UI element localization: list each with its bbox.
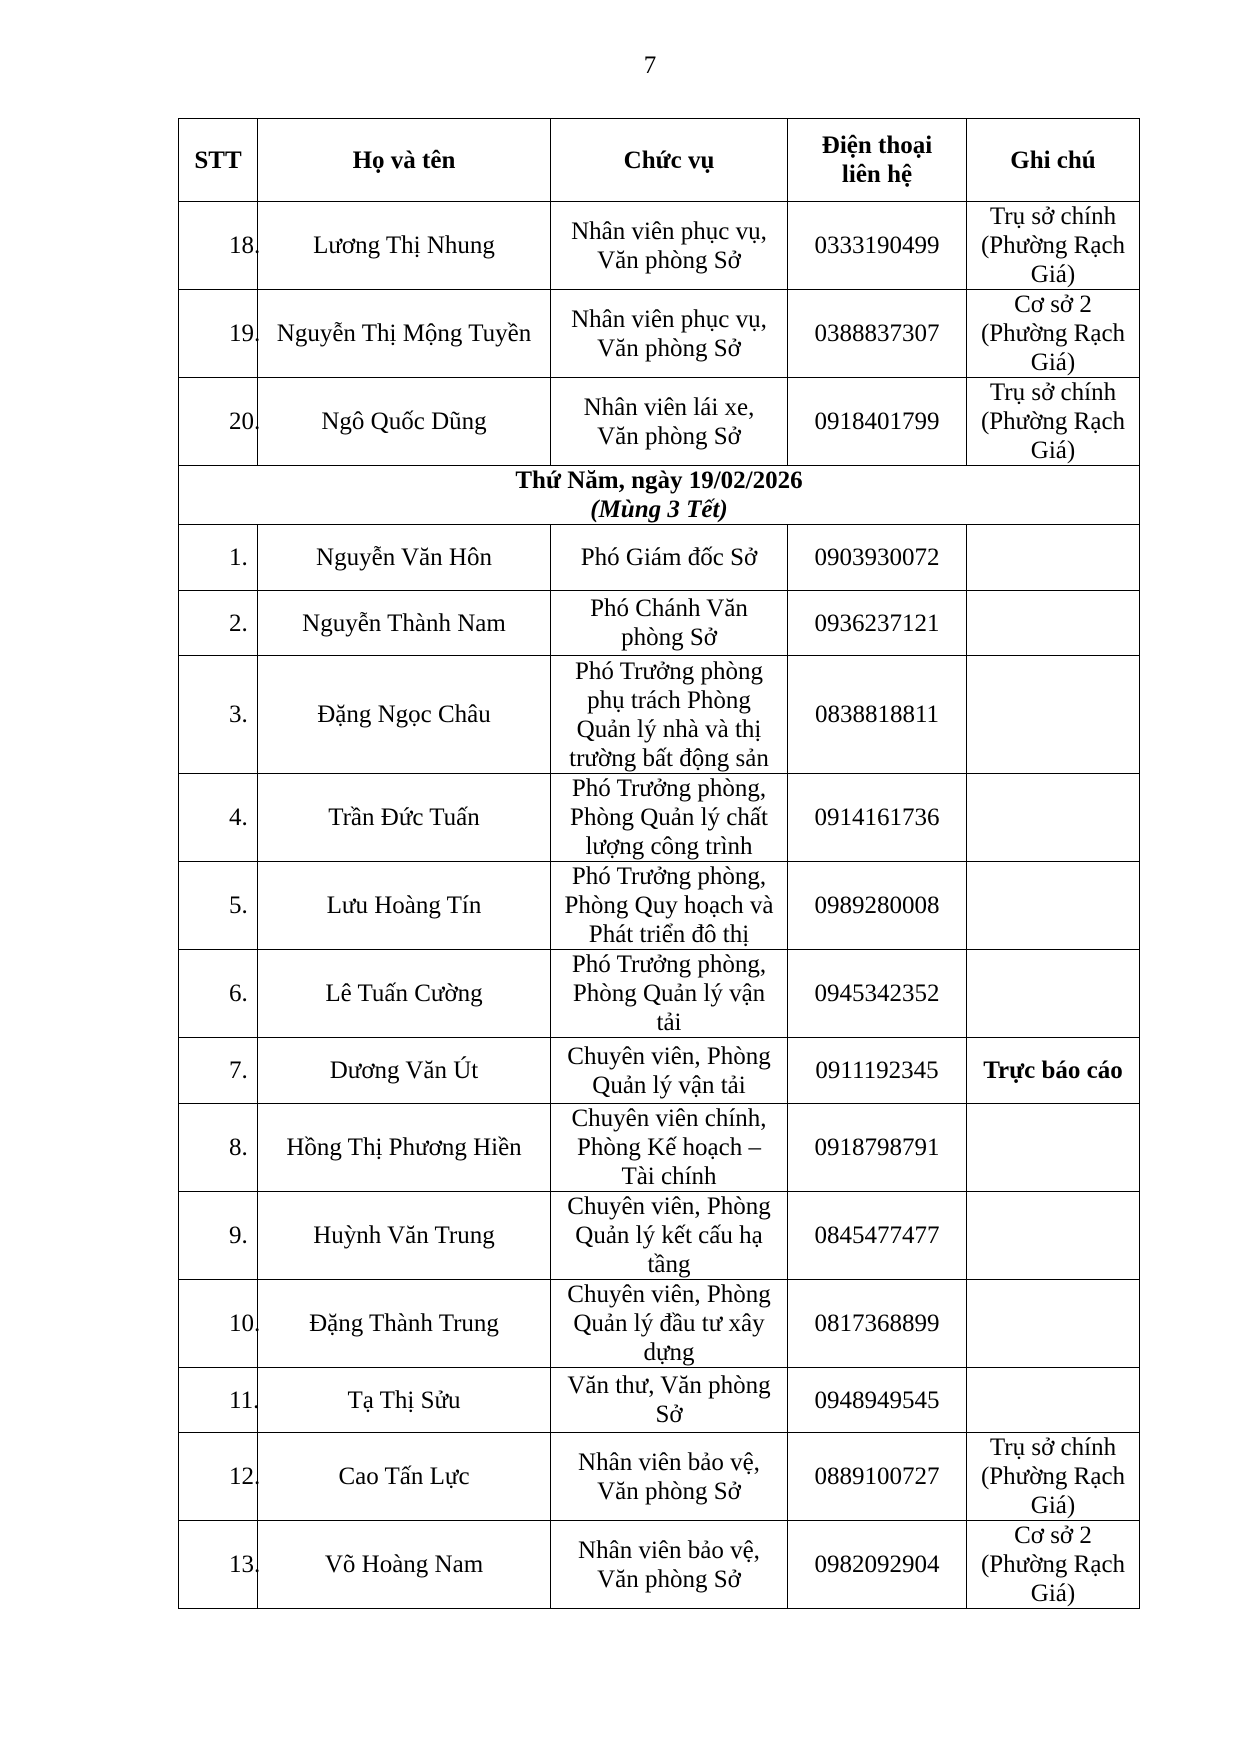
cell-position: Phó Chánh Văn phòng Sở [551,591,788,656]
cell-note [967,1104,1140,1192]
cell-phone: 0918798791 [788,1104,967,1192]
cell-position: Nhân viên lái xe, Văn phòng Sở [551,378,788,466]
section-title: Thứ Năm, ngày 19/02/2026 [515,467,803,494]
cell-position: Chuyên viên, Phòng Quản lý kết cấu hạ tầng [551,1192,788,1280]
cell-note [967,1192,1140,1280]
cell-name: Ngô Quốc Dũng [258,378,551,466]
cell-phone: 0918401799 [788,378,967,466]
table-row [179,1433,1140,1521]
cell-name: Dương Văn Út [258,1038,551,1104]
header-name: Họ và tên [258,119,551,202]
cell-name: Cao Tấn Lực [258,1433,551,1521]
cell-name: Tạ Thị Sửu [258,1368,551,1433]
cell-stt: 10. [179,1280,258,1368]
table-row [179,862,1140,950]
cell-stt: 5. [179,862,258,950]
page-number: 7 [643,52,657,79]
cell-name: Hồng Thị Phương Hiền [258,1104,551,1192]
cell-stt: 1. [179,525,258,591]
cell-position: Phó Trưởng phòng, Phòng Quản lý vận tải [551,950,788,1038]
section-cell [179,466,1140,525]
cell-position: Văn thư, Văn phòng Sở [551,1368,788,1433]
cell-position: Nhân viên phục vụ, Văn phòng Sở [551,290,788,378]
cell-note: Trụ sở chính (Phường Rạch Giá) [967,378,1140,466]
table-row [179,1104,1140,1192]
cell-name: Trần Đức Tuấn [258,774,551,862]
table-row [179,950,1140,1038]
table-row [179,1280,1140,1368]
cell-stt: 7. [179,1038,258,1104]
table-row [179,656,1140,774]
cell-position: Phó Trưởng phòng, Phòng Quy hoạch và Phát triển đô thị [551,862,788,950]
cell-phone: 0333190499 [788,202,967,290]
cell-stt: 18. [179,202,258,290]
cell-note [967,1368,1140,1433]
cell-position: Phó Giám đốc Sở [551,525,788,591]
cell-phone: 0911192345 [788,1038,967,1104]
cell-note [967,774,1140,862]
cell-phone: 0388837307 [788,290,967,378]
cell-name: Nguyễn Văn Hôn [258,525,551,591]
cell-position: Nhân viên bảo vệ, Văn phòng Sở [551,1521,788,1609]
cell-stt: 6. [179,950,258,1038]
cell-phone: 0948949545 [788,1368,967,1433]
cell-stt: 8. [179,1104,258,1192]
cell-note [967,656,1140,774]
cell-note [967,950,1140,1038]
cell-phone: 0838818811 [788,656,967,774]
table-row [179,1521,1140,1609]
header-position: Chức vụ [551,119,788,202]
cell-name: Lê Tuấn Cường [258,950,551,1038]
cell-note: Trụ sở chính (Phường Rạch Giá) [967,202,1140,290]
cell-phone: 0889100727 [788,1433,967,1521]
cell-position: Phó Trưởng phòng phụ trách Phòng Quản lý nhà và thị trường bất động sản [551,656,788,774]
cell-phone: 0936237121 [788,591,967,656]
cell-note: Cơ sở 2 (Phường Rạch Giá) [967,290,1140,378]
cell-note [967,525,1140,591]
table-row [179,1368,1140,1433]
table-row [179,378,1140,466]
table-row [179,525,1140,591]
cell-phone: 0982092904 [788,1521,967,1609]
cell-position: Phó Trưởng phòng, Phòng Quản lý chất lượng công trình [551,774,788,862]
cell-name: Đặng Ngọc Châu [258,656,551,774]
cell-note: Cơ sở 2 (Phường Rạch Giá) [967,1521,1140,1609]
table-row [179,591,1140,656]
cell-name: Đặng Thành Trung [258,1280,551,1368]
header-stt: STT [179,119,258,202]
cell-stt: 20. [179,378,258,466]
cell-note: Trực báo cáo [967,1038,1140,1104]
cell-phone: 0989280008 [788,862,967,950]
cell-name: Lưu Hoàng Tín [258,862,551,950]
cell-note [967,862,1140,950]
cell-stt: 3. [179,656,258,774]
cell-stt: 19. [179,290,258,378]
cell-name: Võ Hoàng Nam [258,1521,551,1609]
header-row [179,119,1140,202]
cell-stt: 13. [179,1521,258,1609]
table-row [179,290,1140,378]
header-note: Ghi chú [967,119,1140,202]
table-row [179,1038,1140,1104]
section-row [179,466,1140,525]
cell-name: Nguyễn Thị Mộng Tuyền [258,290,551,378]
section-subtitle: (Mùng 3 Tết) [590,496,728,523]
table-row [179,774,1140,862]
cell-name: Lương Thị Nhung [258,202,551,290]
cell-stt: 2. [179,591,258,656]
cell-position: Nhân viên phục vụ, Văn phòng Sở [551,202,788,290]
cell-phone: 0845477477 [788,1192,967,1280]
cell-stt: 9. [179,1192,258,1280]
cell-name: Nguyễn Thành Nam [258,591,551,656]
header-phone: Điện thoại liên hệ [788,119,967,202]
cell-phone: 0945342352 [788,950,967,1038]
cell-stt: 4. [179,774,258,862]
cell-phone: 0903930072 [788,525,967,591]
cell-note [967,1280,1140,1368]
cell-note [967,591,1140,656]
cell-name: Huỳnh Văn Trung [258,1192,551,1280]
duty-roster-table [178,118,1140,1609]
cell-phone: 0817368899 [788,1280,967,1368]
cell-position: Chuyên viên, Phòng Quản lý đầu tư xây dựng [551,1280,788,1368]
cell-note: Trụ sở chính (Phường Rạch Giá) [967,1433,1140,1521]
cell-stt: 12. [179,1433,258,1521]
table-row [179,202,1140,290]
cell-stt: 11. [179,1368,258,1433]
cell-position: Chuyên viên, Phòng Quản lý vận tải [551,1038,788,1104]
cell-phone: 0914161736 [788,774,967,862]
cell-position: Chuyên viên chính, Phòng Kế hoạch – Tài chính [551,1104,788,1192]
cell-position: Nhân viên bảo vệ, Văn phòng Sở [551,1433,788,1521]
table-row [179,1192,1140,1280]
